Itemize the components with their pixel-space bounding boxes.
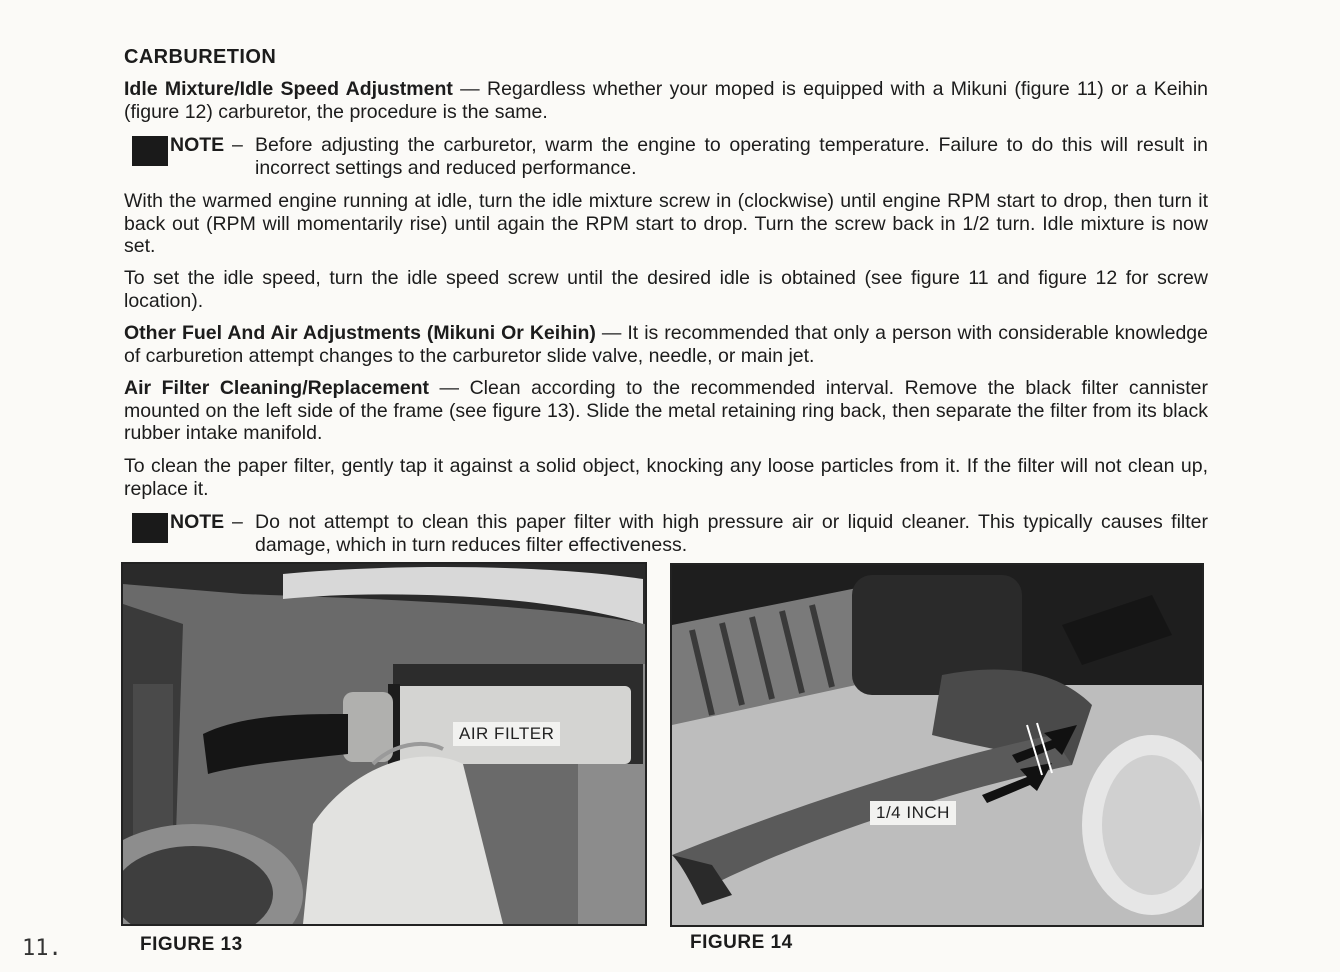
air-filter-callout: AIR FILTER [453,722,560,746]
note-text: Do not attempt to clean this paper filter with high pressure air or liquid cleaner. This typically causes filter damage, which in turn reduces filter effectiveness. [255,511,1208,556]
note-dash: – [232,511,243,533]
figure-14-caption: FIGURE 14 [690,932,793,953]
idle-speed-paragraph: To set the idle speed, turn the idle speed screw until the desired idle is obtained (see figure 11 and figure 12 for screw location). [124,267,1208,312]
air-filter-paragraph [124,377,1208,445]
other-adjustments-text: — It is recommended that only a person with considerable knowledge of carburetion attempt changes to the carburetor slide valve, needle, or main jet. [124,322,1208,367]
idle-mixture-paragraph: With the warmed engine running at idle, turn the idle mixture screw in (clockwise) until engine RPM start to drop, then turn it back out (RPM will momentarily rise) until again the RPM start to drop. Turn the screw back in 1/2 turn. Idle mixture is now set. [124,190,1208,257]
air-filter-title: Air Filter Cleaning/Replacement [124,377,429,399]
section-heading: CARBURETION [124,46,277,68]
note-marker-icon [132,513,168,543]
other-adjustments-title: Other Fuel And Air Adjustments (Mikuni Or Keihin) [124,322,596,344]
air-filter-text: — Clean according to the recommended interval. Remove the black filter cannister mounted on the left side of the frame (see figure 13). Slide the metal retaining ring back, then separate the filter from its black rubber intake manifold. [124,377,1208,444]
note-marker-icon [132,136,168,166]
idle-adjustment-text: — Regardless whether your moped is equipped with a Mikuni (figure 11) or a Keihin (figure 12) carburetor, the procedure is the same. [124,78,1208,123]
note-dash: – [232,134,243,156]
note-text: Before adjusting the carburetor, warm the engine to operating temperature. Failure to do this will result in incorrect settings and reduced performance. [255,134,1208,179]
figure-13-caption: FIGURE 13 [140,934,243,955]
idle-adjustment-title: Idle Mixture/Idle Speed Adjustment [124,78,453,100]
gap-measurement-callout: 1/4 INCH [870,801,956,825]
figure-14-photo [670,563,1204,927]
paper-filter-paragraph: To clean the paper filter, gently tap it against a solid object, knocking any loose particles from it. If the filter will not clean up, replace it. [124,455,1208,500]
other-adjustments-paragraph [124,322,1208,367]
note-label: NOTE [170,511,225,533]
brake-lever-photo-illustration [672,565,1202,925]
page-number: 11. [22,936,62,961]
note-label: NOTE [170,134,225,156]
air-filter-photo-illustration [123,564,645,924]
idle-adjustment-paragraph [124,78,1208,123]
figure-13-photo [121,562,647,926]
